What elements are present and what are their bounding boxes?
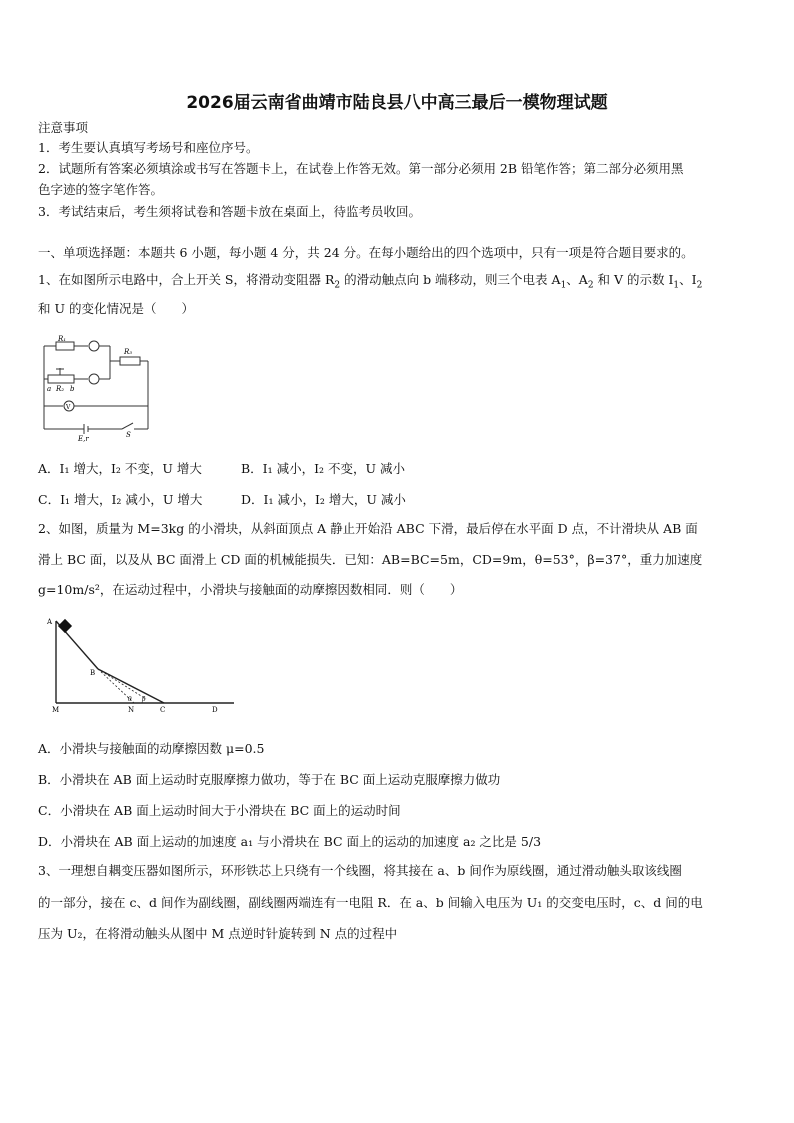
label-s: S xyxy=(126,431,131,439)
page-title: 2026届云南省曲靖市陆良县八中高三最后一模物理试题 xyxy=(186,93,608,113)
label-r1: R₁ xyxy=(58,335,67,343)
q2-text-line2: 滑上 BC 面，以及从 BC 面滑上 CD 面的机械能损失．已知：AB=BC=5m，CD=9m，θ=53°，β=37°，重力加速度 xyxy=(38,552,703,567)
label-r3: R₃ xyxy=(124,348,133,356)
label-b: B xyxy=(90,669,96,677)
label-beta: β xyxy=(142,696,146,703)
label-theta: θ xyxy=(128,696,132,703)
label-m: M xyxy=(52,706,60,714)
q3-text-line2: 的一部分，接在 c、d 间作为副线圈，副线圈两端连有一电阻 R．在 a、b 间输入电压为 U₁ 的交变电压时，c、d 间的电 xyxy=(38,895,703,910)
q2-option-c: C．小滑块在 AB 面上运动时间大于小滑块在 BC 面上的运动时间 xyxy=(38,803,401,818)
slider-block xyxy=(58,619,72,633)
ammeter-a1 xyxy=(89,341,99,351)
label-n: N xyxy=(128,706,135,714)
ammeter-a2 xyxy=(89,374,99,384)
q3-text-line3: 压为 U₂，在将滑动触头从图中 M 点逆时针旋转到 N 点的过程中 xyxy=(38,926,398,941)
notice-item-2: 2．试题所有答案必须填涂或书写在答题卡上，在试卷上作答无效。第一部分必须用 2B 铅笔作答；第二部分必须用黑 xyxy=(38,161,684,176)
q1-text-line2: 和 U 的变化情况是（ ） xyxy=(38,301,194,316)
q1-option-a: A．I₁ 增大，I₂ 不变，U 增大 xyxy=(38,461,202,476)
incline-diagram xyxy=(42,615,238,715)
q2-text-line3: g=10m/s²，在运动过程中，小滑块与接触面的动摩擦因数相同．则（ ） xyxy=(38,582,463,597)
label-b: b xyxy=(70,385,75,393)
switch-s xyxy=(122,423,133,429)
q1-option-b: B．I₁ 减小，I₂ 不变，U 减小 xyxy=(241,461,406,476)
q1-option-c: C．I₁ 增大，I₂ 减小，U 增大 xyxy=(38,492,203,507)
notice-item-2-cont: 色字迹的签字笔作答。 xyxy=(38,182,164,197)
q2-option-d: D．小滑块在 AB 面上运动的加速度 a₁ 与小滑块在 BC 面上的运动的加速度 a₂ 之比是 5/3 xyxy=(38,834,542,849)
section-heading: 一、单项选择题：本题共 6 小题，每小题 4 分，共 24 分。在每小题给出的四个选项中，只有一项是符合题目要求的。 xyxy=(38,245,694,260)
label-d: D xyxy=(212,706,218,714)
q2-text-line1: 2、如图，质量为 M=3kg 的小滑块，从斜面顶点 A 静止开始沿 ABC 下滑，最后停在水平面 D 点，不计滑块从 AB 面 xyxy=(38,521,698,536)
label-a: a xyxy=(47,385,52,393)
resistor-r1 xyxy=(56,342,74,350)
q1-option-d: D．I₁ 减小，I₂ 增大，U 减小 xyxy=(241,492,406,507)
label-v: V xyxy=(66,404,71,411)
q3-text-line1: 3、一理想自耦变压器如图所示，环形铁芯上只绕有一个线圈，将其接在 a、b 间作为原线圈，通过滑动触头取该线圈 xyxy=(38,863,682,878)
q1-text-line1: 1、在如图所示电路中，合上开关 S，将滑动变阻器 $R_2$ 的滑动触点向 b 端移动，则三个电表 $A_1$、$A_2$ 和 V 的示数 $I_1$、$I_2$ xyxy=(38,272,703,291)
q2-option-b: B．小滑块在 AB 面上运动时克服摩擦力做功，等于在 BC 面上运动克服摩擦力做功 xyxy=(38,772,501,787)
notice-heading: 注意事项 xyxy=(38,120,89,135)
label-er: E,r xyxy=(78,435,89,443)
label-a: A xyxy=(47,618,53,626)
label-c: C xyxy=(160,706,166,714)
circuit-diagram xyxy=(38,333,156,443)
q2-option-a: A．小滑块与接触面的动摩擦因数 μ=0.5 xyxy=(38,741,265,756)
resistor-r2 xyxy=(48,375,74,383)
notice-item-3: 3．考试结束后，考生须将试卷和答题卡放在桌面上，待监考员收回。 xyxy=(38,204,421,219)
label-r2: R₂ xyxy=(56,385,65,393)
notice-item-1: 1．考生要认真填写考场号和座位序号。 xyxy=(38,140,259,155)
resistor-r3 xyxy=(120,357,140,365)
